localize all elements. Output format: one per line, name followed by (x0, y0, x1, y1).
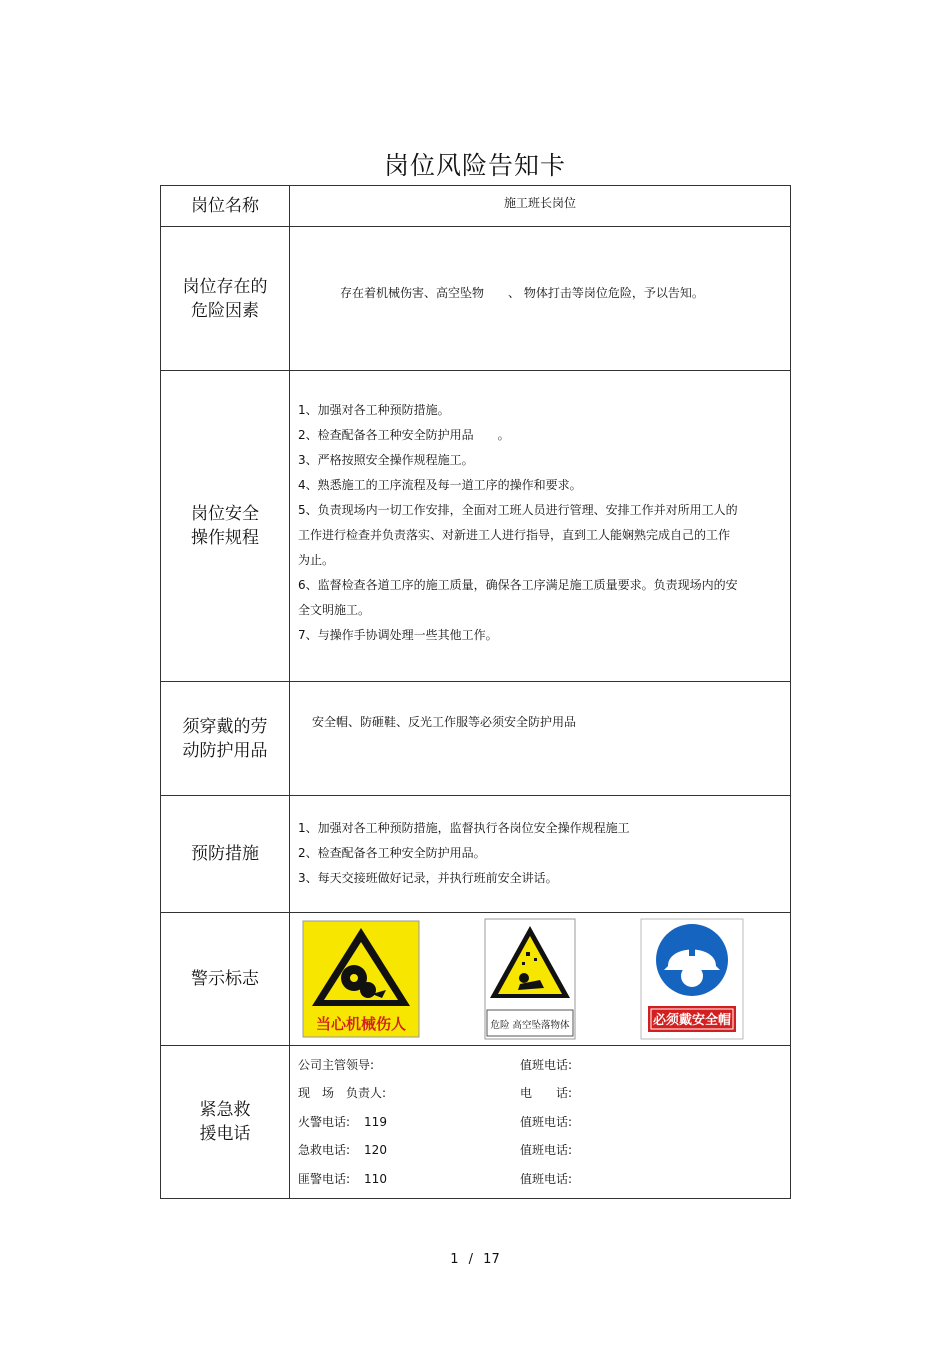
value-emergency (290, 1046, 791, 1199)
phone-label: 值班电话: (520, 1114, 573, 1129)
phone-number: 110 (364, 1171, 387, 1186)
phone-label: 匪警电话: (298, 1171, 351, 1186)
phone-label: 急救电话: (298, 1143, 351, 1158)
label-emergency-line2: 援电话 (199, 1123, 251, 1144)
sign-caption: 必须戴安全帽 (652, 1013, 732, 1028)
value-prevention (290, 796, 791, 913)
gear-warning-icon (302, 920, 420, 1038)
rule-item: 4、熟悉施工的工序流程及每一道工序的操作和要求。 (298, 478, 582, 492)
label-hazards-line1: 岗位存在的 (182, 276, 268, 297)
label-ppe (161, 682, 290, 796)
rule-item: 7、与操作手协调处理一些其他工作。 (298, 628, 498, 642)
label-emergency-line1: 紧急救 (199, 1099, 251, 1120)
phone-label: 值班电话: (520, 1057, 573, 1072)
phone-row (298, 1080, 782, 1109)
value-hazards: 存在着机械伤害、高空坠物 、 物体打击等岗位危险，予以告知。 (290, 227, 791, 371)
prevention-item: 2、检查配备各工种安全防护用品。 (298, 845, 486, 860)
phone-row (298, 1051, 782, 1080)
phone-label: 现 场 负责人: (298, 1086, 387, 1101)
helmet-mandatory-icon (640, 918, 744, 1040)
phone-label: 值班电话: (520, 1171, 573, 1186)
row-emergency (161, 1046, 791, 1199)
label-hazards-line2: 危险因素 (191, 300, 259, 321)
row-hazards (161, 227, 791, 371)
rule-item: 5、负责现场内一切工作安排，全面对工班人员进行管理、安排工作并对所用工人的工作进行检查并负责落实、对新进工人进行指导，直到工人能娴熟完成自己的工作为止。 (298, 503, 738, 567)
rule-item: 2、检查配备各工种安全防护用品 。 (298, 428, 510, 442)
label-prevention: 预防措施 (161, 796, 290, 913)
row-signs (161, 913, 791, 1046)
risk-notice-table (160, 185, 791, 1199)
sign-caption: 当心机械伤人 (315, 1015, 407, 1033)
phone-label: 值班电话: (520, 1143, 573, 1158)
value-signs (290, 913, 791, 1046)
page-title: 岗位风险告知卡 (383, 151, 566, 180)
value-post-name: 施工班长岗位 (290, 186, 791, 227)
row-post-name (161, 186, 791, 227)
sign-caption: 危险 高空坠落物体 (490, 1020, 570, 1031)
rule-item: 3、严格按照安全操作规程施工。 (298, 453, 474, 467)
prevention-item: 3、每天交接班做好记录，并执行班前安全讲话。 (298, 870, 558, 885)
phone-label: 电 话: (520, 1086, 573, 1101)
phone-number: 119 (364, 1114, 387, 1129)
value-ppe: 安全帽、防砸鞋、反光工作服等必须安全防护用品 (290, 682, 791, 796)
phone-row (298, 1137, 782, 1166)
label-signs: 警示标志 (161, 913, 290, 1046)
page-number: 1 / 17 (450, 1252, 500, 1267)
label-emergency (161, 1046, 290, 1199)
value-rules (290, 371, 791, 682)
phone-label: 火警电话: (298, 1114, 351, 1129)
label-hazards (161, 227, 290, 371)
label-rules-line1: 岗位安全 (191, 504, 259, 524)
prevention-item: 1、加强对各工种预防措施，监督执行各岗位安全操作规程施工 (298, 820, 630, 835)
rule-item: 6、监督检查各道工序的施工质量，确保各工序满足施工质量要求。负责现场内的安全文明施工。 (298, 578, 738, 617)
row-prevention (161, 796, 791, 913)
row-ppe (161, 682, 791, 796)
label-ppe-line1: 须穿戴的劳 (182, 716, 268, 737)
label-rules-line2: 操作规程 (191, 528, 259, 548)
phone-label: 公司主管领导: (298, 1057, 375, 1072)
label-rules (161, 371, 290, 682)
phone-number: 120 (364, 1143, 387, 1158)
label-ppe-line2: 动防护用品 (182, 740, 268, 761)
falling-object-warning-icon (484, 918, 576, 1040)
rule-item: 1、加强对各工种预防措施。 (298, 403, 450, 417)
label-post-name: 岗位名称 (161, 186, 290, 227)
phone-row (298, 1108, 782, 1137)
row-rules (161, 371, 791, 682)
phone-row (298, 1165, 782, 1194)
